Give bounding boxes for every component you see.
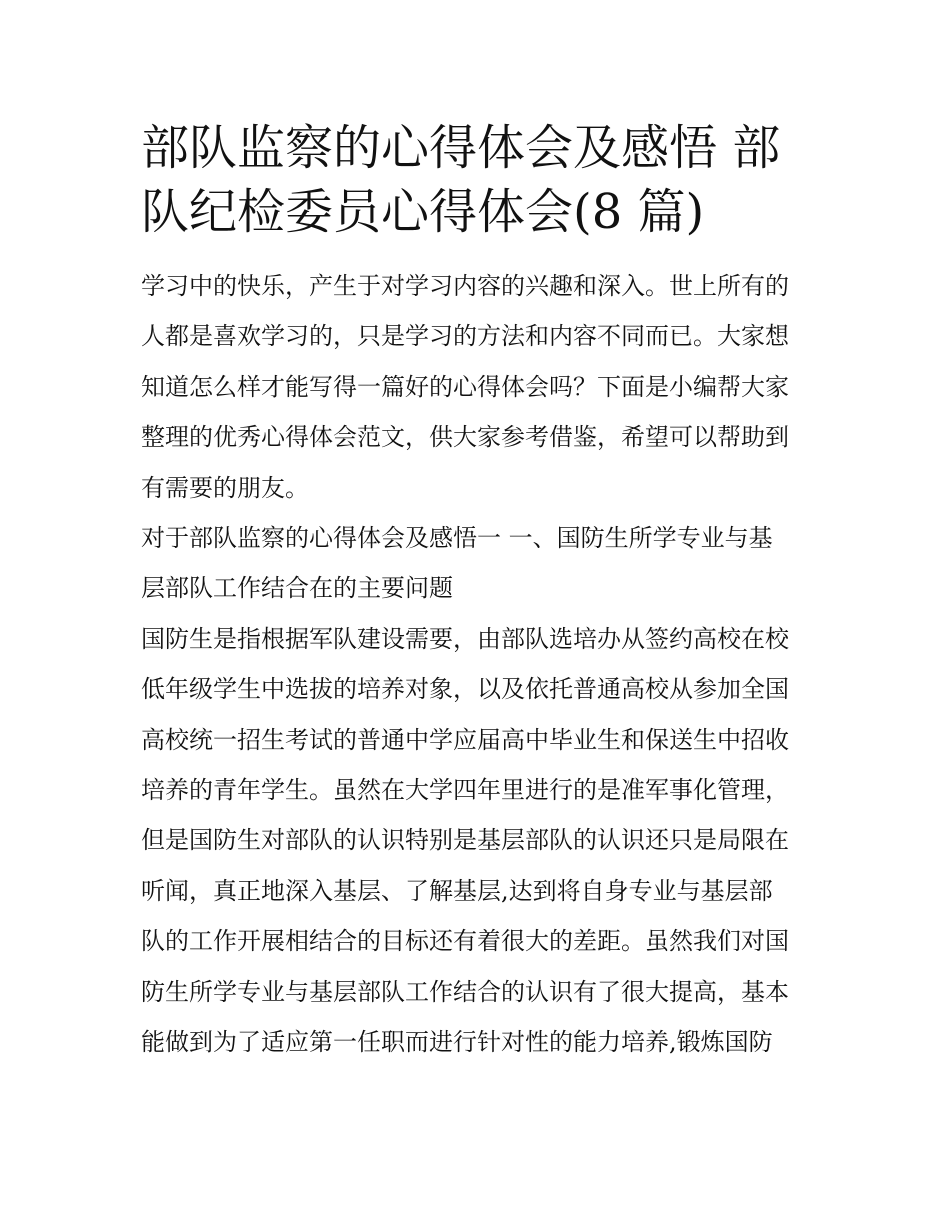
body-line: 能做到为了适应第一任职而进行针对性的能力培养,锻炼国防 <box>141 1028 773 1057</box>
body-line: 知道怎么样才能写得一篇好的心得体会吗？下面是小编帮大家 <box>141 372 789 401</box>
body-line: 但是国防生对部队的认识特别是基层部队的认识还只是局限在 <box>141 826 789 855</box>
section-heading-line: 对于部队监察的心得体会及感悟一 一、国防生所学专业与基 <box>141 524 773 553</box>
body-line: 整理的优秀心得体会范文，供大家参考借鉴，希望可以帮助到 <box>141 423 789 452</box>
section-heading-line: 层部队工作结合在的主要问题 <box>141 574 453 603</box>
body-line: 国防生是指根据军队建设需要，由部队选培办从签约高校在校 <box>141 624 789 653</box>
body-line: 防生所学专业与基层部队工作结合的认识有了很大提高，基本 <box>141 977 789 1006</box>
body-line: 学习中的快乐，产生于对学习内容的兴趣和深入。世上所有的 <box>141 272 789 300</box>
body-line: 队的工作开展相结合的目标还有着很大的差距。虽然我们对国 <box>141 927 789 956</box>
title-line: 队纪检委员心得体会(8 篇) <box>141 184 705 240</box>
body-line: 低年级学生中选拔的培养对象，以及依托普通高校从参加全国 <box>141 675 789 704</box>
body-line: 人都是喜欢学习的，只是学习的方法和内容不同而已。大家想 <box>141 322 789 351</box>
document-content <box>141 116 813 1068</box>
body-line: 有需要的朋友。 <box>141 473 309 502</box>
body-line: 高校统一招生考试的普通中学应届高中毕业生和保送生中招收 <box>141 725 789 754</box>
body-line: 培养的青年学生。虽然在大学四年里进行的是准军事化管理， <box>141 776 789 805</box>
document-title <box>141 116 813 244</box>
document-body <box>141 261 813 1068</box>
body-line: 听闻，真正地深入基层、了解基层,达到将自身专业与基层部 <box>141 876 773 905</box>
title-line: 部队监察的心得体会及感悟 部 <box>141 120 781 176</box>
